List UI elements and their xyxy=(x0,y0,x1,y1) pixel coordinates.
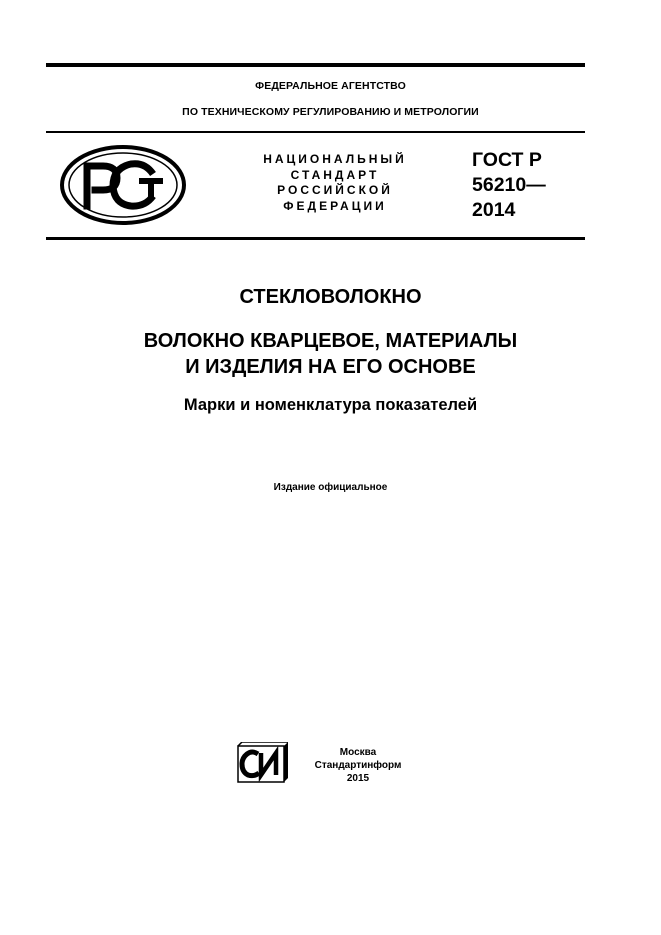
agency-line-1: ФЕДЕРАЛЬНОЕ АГЕНТСТВО xyxy=(255,80,406,92)
agency-line-2: ПО ТЕХНИЧЕСКОМУ РЕГУЛИРОВАНИЮ И МЕТРОЛОГИИ xyxy=(182,106,479,118)
top-rule xyxy=(46,63,585,67)
gost-designation xyxy=(472,148,546,223)
standard-type-line-2: СТАНДАРТ xyxy=(290,167,380,182)
publisher-block xyxy=(296,746,420,785)
edition-note: Издание официальное xyxy=(273,482,388,493)
gost-designation-line-1: ГОСТ Р xyxy=(472,149,542,171)
rst-logo-icon xyxy=(59,144,187,226)
document-title: СТЕКЛОВОЛОКНО xyxy=(239,286,422,308)
standartinform-logo-icon xyxy=(236,742,288,784)
header-rule-bottom xyxy=(46,237,585,240)
gost-designation-line-3: 2014 xyxy=(472,199,516,221)
publication-year: 2015 xyxy=(346,773,370,784)
standard-type-line-4: ФЕДЕРАЦИИ xyxy=(283,198,387,213)
publisher-name: Стандартинформ xyxy=(314,760,402,771)
document-subtitle xyxy=(0,328,661,380)
gost-designation-line-2: 56210— xyxy=(472,174,546,196)
header-rule-top xyxy=(46,131,585,133)
publisher-city: Москва xyxy=(339,747,377,758)
document-subtitle-line-1: ВОЛОКНО КВАРЦЕВОЕ, МАТЕРИАЛЫ xyxy=(143,330,518,352)
standard-type xyxy=(240,152,430,214)
document-subtitle-line-2: И ИЗДЕЛИЯ НА ЕГО ОСНОВЕ xyxy=(185,356,476,378)
document-part-title: Марки и номенклатура показателей xyxy=(183,396,478,414)
standard-type-line-1: НАЦИОНАЛЬНЫЙ xyxy=(263,152,407,166)
standard-type-line-3: РОССИЙСКОЙ xyxy=(277,183,393,197)
